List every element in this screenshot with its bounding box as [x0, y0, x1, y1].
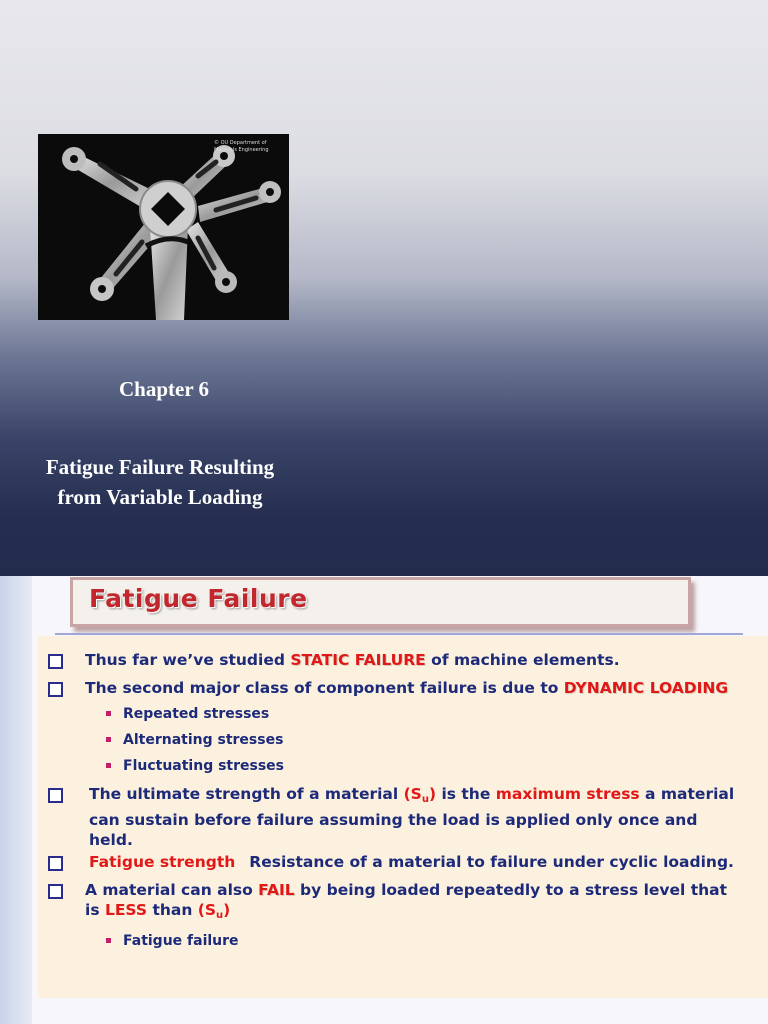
- bullet-text: The ultimate strength of a material: [89, 785, 404, 803]
- checkbox-bullet-icon: [48, 788, 63, 803]
- bullet-text: of machine elements.: [431, 651, 620, 669]
- su-symbol: [198, 901, 230, 919]
- bullet-fatigue-strength: [89, 852, 734, 872]
- sub-bullet-icon: [106, 938, 111, 943]
- highlight-dynamic-loading: DYNAMIC LOADING: [563, 679, 729, 697]
- bullet-fail-less: [85, 880, 750, 926]
- highlight-fatigue-strength: Fatigue strength: [89, 853, 236, 871]
- su-subscript: u: [216, 910, 224, 921]
- sub-bullet-icon: [106, 763, 111, 768]
- chapter-label: Chapter 6: [118, 377, 210, 401]
- su-symbol: [404, 785, 436, 803]
- content-slide: [0, 576, 768, 1024]
- bullet-line: [85, 900, 750, 926]
- title-divider: [55, 633, 743, 635]
- fractured-crank-image: [38, 134, 289, 320]
- svg-text:Materials Engineering: Materials Engineering: [214, 147, 269, 153]
- bullet-text: Resistance of a material to failure under cyclic loading.: [249, 853, 734, 871]
- bullet-text: a material: [639, 785, 735, 803]
- su-close: ): [223, 901, 231, 919]
- highlight-static-failure: STATIC FAILURE: [290, 651, 432, 669]
- crank-spider-photo: [38, 134, 289, 320]
- bullet-text: is the: [436, 785, 496, 803]
- chapter-title-line2: from Variable Loading: [57, 485, 263, 509]
- chapter-title-line1: Fatigue Failure Resulting: [45, 455, 275, 479]
- bullet-static-failure: [85, 650, 620, 670]
- bullet-line: can sustain before failure assuming the load is applied only once and: [89, 811, 698, 829]
- su-open: (S: [403, 785, 422, 803]
- highlight-maximum-stress: maximum stress: [495, 785, 640, 803]
- sub-item-repeated: Repeated stresses: [123, 706, 270, 722]
- sub-item-fluctuating: Fluctuating stresses: [123, 758, 285, 774]
- su-open: (S: [197, 901, 217, 919]
- checkbox-bullet-icon: [48, 856, 63, 871]
- svg-text:© OU Department of: © OU Department of: [214, 140, 267, 146]
- bullet-dynamic-loading: [85, 678, 728, 698]
- bullet-text: A material can also: [85, 881, 259, 899]
- bullet-ultimate-strength: [89, 784, 749, 850]
- left-decor-strip: [0, 576, 32, 1024]
- su-subscript: u: [421, 794, 429, 805]
- sub-bullet-icon: [106, 737, 111, 742]
- chapter-title: [10, 452, 310, 512]
- sub-item-alternating: Alternating stresses: [123, 732, 284, 748]
- bullet-line: [89, 784, 749, 810]
- bullet-text: than: [147, 901, 198, 919]
- su-close: ): [428, 785, 437, 803]
- slide-title: Fatigue Failure: [89, 584, 308, 613]
- highlight-less: LESS: [104, 901, 148, 919]
- bullet-text: is: [85, 901, 105, 919]
- bullet-text: Thus far we’ve studied: [85, 651, 291, 669]
- bullet-text: The second major class of component failure is due to: [85, 679, 564, 697]
- sub-item-fatigue-failure: Fatigue failure: [123, 933, 239, 949]
- checkbox-bullet-icon: [48, 884, 63, 899]
- bullet-line: [85, 880, 750, 900]
- bullet-text: by being loaded repeatedly to a stress level that: [294, 881, 728, 899]
- checkbox-bullet-icon: [48, 654, 63, 669]
- slide-title-box: [70, 577, 691, 627]
- bullet-line: held.: [89, 831, 133, 849]
- sub-bullet-icon: [106, 711, 111, 716]
- checkbox-bullet-icon: [48, 682, 63, 697]
- highlight-fail: FAIL: [258, 881, 295, 899]
